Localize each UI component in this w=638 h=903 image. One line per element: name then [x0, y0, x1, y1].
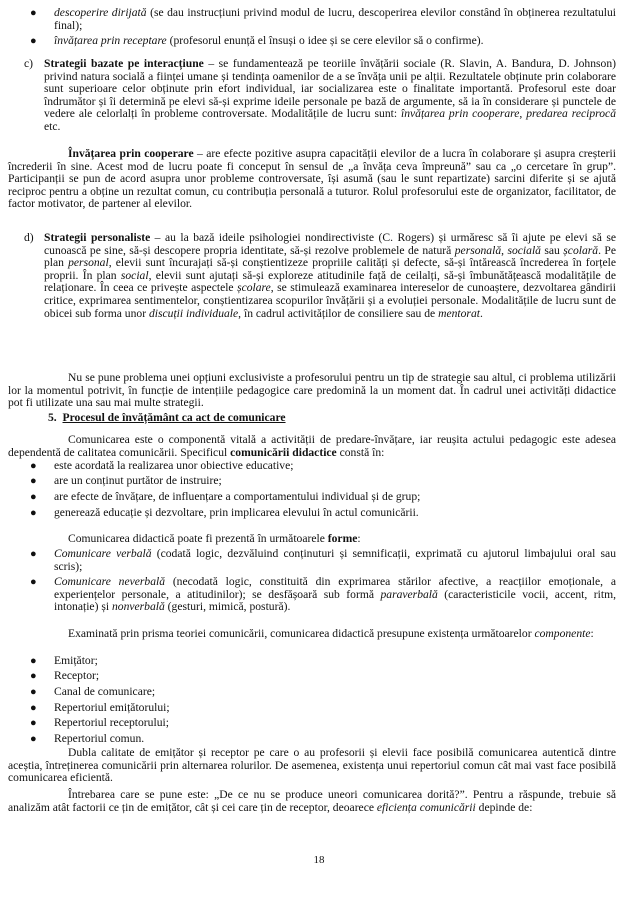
list-item [30, 576, 616, 616]
list-item [30, 702, 616, 716]
list-item-text: descoperire dirijată (se dau instrucțiuni privind modul de lucru, descoperirea elevilor constând în obținerea rezultatului final); [54, 6, 616, 32]
bullet-icon: ● [30, 7, 37, 19]
list-item-c [24, 57, 616, 134]
bullet-icon: ● [30, 35, 37, 47]
paragraph: Strategii bazate pe interacțiune – se fundamentează pe teoriile învățării sociale (R. Slavin, A. Bandura, D. Johnson) privind natura socială a ființei umane și tendința oamenilor de a se învăța unii pe alții. Rezultatele obținute prin colaborare sunt superioare celor obținute prin efort individual, iar socializarea este o finalitate importantă. Profesorul este doar îndrumător și îi determină pe elevi să-și exprime ideile personale pe bază de argumente, să ia în considerare și punctele de vedere ale celorlalți în probleme controversate. Modalitățile de lucru sunt: învățarea prin cooperare, predarea reciprocă etc. [44, 57, 616, 133]
list-item-text: învățarea prin receptare (profesorul enunță el însuși o idee și se cere elevilor să o confirme). [54, 34, 484, 47]
list-label: d) [24, 231, 34, 244]
bullet-icon: ● [30, 686, 37, 698]
list-item-text: Receptor; [54, 669, 100, 682]
list-label: c) [24, 57, 34, 70]
paragraph: Întrebarea care se pune este: „De ce nu se produce uneori comunicarea dorită?”. Pentru a răspunde, trebuie să analizăm atât factorii ce țin de emițător, cât și cei care țin de receptor, deoarece eficiența comunicării depinde de: [8, 788, 616, 814]
list-item [30, 655, 616, 669]
list-item-text: Comunicare verbală (codată logic, dezvăluind conținuturi și semnificații, exprimată cu ajutorul limbajului oral sau scris); [54, 547, 616, 573]
list-item [30, 733, 616, 747]
list-item [30, 507, 616, 521]
paragraph: Învățarea prin cooperare – are efecte pozitive asupra capacității elevilor de a lucra în colaborare și asupra creșterii încrederii în sine. Acest mod de lucru poate fi conceput în sensul de „a învăța ceva împreună” sau ca „o cercetare în grup”. Participanții se pun de acord asupra unor probleme controversate, își asumă (sau le sunt repartizate) sarcini diferite și se ajută reciproc pentru a obține un rezultat comun, cu contribuția personală a tuturor. Rolul profesorului este de organizator, facilitator, de factor motivator, de partener al elevilor. [8, 147, 616, 211]
list-item-text: Repertoriul comun. [54, 732, 145, 745]
paragraph: Dubla calitate de emițător și receptor pe care o au profesorii și elevii face posibilă comunicarea autentică dintre aceștia, întreținerea comunicării prin alternarea rolurilor. De asemenea, existența unui repertoriul comun cât mai vast face posibilă comunicarea eficientă. [8, 746, 616, 785]
list-item-text: Comunicare neverbală (necodată logic, constituită din exprimarea stărilor afective, a reacțiilor emoționale, a experiențelor personale, a atitudinilor); se desfășoară sub formă paraverbală (caracteristicile vocii, accent, ritm, intonație) și nonverbală (gesturi, mimică, postură). [54, 575, 616, 614]
paragraph: Nu se pune problema unei opțiuni exclusiviste a profesorului pentru un tip de strategie sau altul, ci problema utilizării lor la momentul potrivit, în funcție de intențiile pedagogice care predomină la un moment dat. În cadrul unei activități didactice pot fi utilizate una sau mai multe strategii. [8, 371, 616, 410]
paragraph: Comunicarea este o componentă vitală a activității de predare-învățare, iar reușita actului pedagogic este adesea dependentă de calitatea comunicării. Specificul comunicării didactice constă în: [8, 433, 616, 459]
bullet-icon: ● [30, 576, 37, 588]
paragraph: Strategii personaliste – au la bază ideile psihologiei nondirectiviste (C. Rogers) și urmăresc să îi ajute pe elevi să se cunoască pe sine, să-și descopere propria identitate, să-și rezolve problemele de natură personală, socială sau școlară. Pe plan personal, elevii sunt încurajați să-și conștientizeze propriile calități și defecte, să-și întărească încrederea în forțele proprii. În plan social, elevii sunt ajutați să-și exploreze atitudinile față de ceilalți, să-și îmbunătățească modalitățile de relaționare. În ceea ce privește aspectele școlare, se stimulează examinarea intereselor de cunoaștere, dezvoltarea gândirii critice, exprimarea sentimentelor, conștientizarea scopurilor învățării și a evoluției personale. Modalitățile de lucru sunt de obicei sub forma unor discuții individuale, în cadrul activităților de consiliere sau de mentorat. [44, 231, 617, 320]
list-item-text: are efecte de învățare, de influențare a comportamentului individual și de grup; [54, 490, 421, 503]
list-item-text: are un conținut purtător de instruire; [54, 474, 222, 487]
bullet-icon: ● [30, 548, 37, 560]
list-item-text: generează educație și dezvoltare, prin implicarea elevului în actul comunicării. [54, 506, 419, 519]
list-item-text: este acordată la realizarea unor obiective educative; [54, 459, 294, 472]
bullet-icon: ● [30, 491, 37, 503]
section-heading: 5. Procesul de învățământ ca act de comunicare [48, 411, 286, 424]
bullet-icon: ● [30, 655, 37, 667]
list-item-text: Repertoriul emițătorului; [54, 701, 170, 714]
list-item [30, 475, 616, 489]
list-item [30, 717, 616, 731]
list-item-text: Repertoriul receptorului; [54, 716, 169, 729]
bullet-icon: ● [30, 507, 37, 519]
bullet-icon: ● [30, 702, 37, 714]
paragraph: Examinată prin prisma teoriei comunicării, comunicarea didactică presupune existența următoarelor componente: [68, 627, 594, 640]
list-item-text: Emițător; [54, 654, 98, 667]
bullet-icon: ● [30, 460, 37, 472]
list-item-d [24, 231, 617, 320]
list-item [30, 670, 616, 684]
bullet-icon: ● [30, 733, 37, 745]
list-item [30, 35, 616, 49]
list-item [30, 686, 616, 700]
bullet-icon: ● [30, 717, 37, 729]
paragraph: Comunicarea didactică poate fi prezentă în următoarele forme: [68, 532, 361, 545]
bullet-icon: ● [30, 670, 37, 682]
list-item [30, 7, 616, 33]
page-number: 18 [313, 854, 325, 866]
list-item-text: Canal de comunicare; [54, 685, 156, 698]
bullet-icon: ● [30, 475, 37, 487]
list-item [30, 491, 616, 505]
list-item [30, 460, 616, 474]
list-item [30, 548, 616, 576]
